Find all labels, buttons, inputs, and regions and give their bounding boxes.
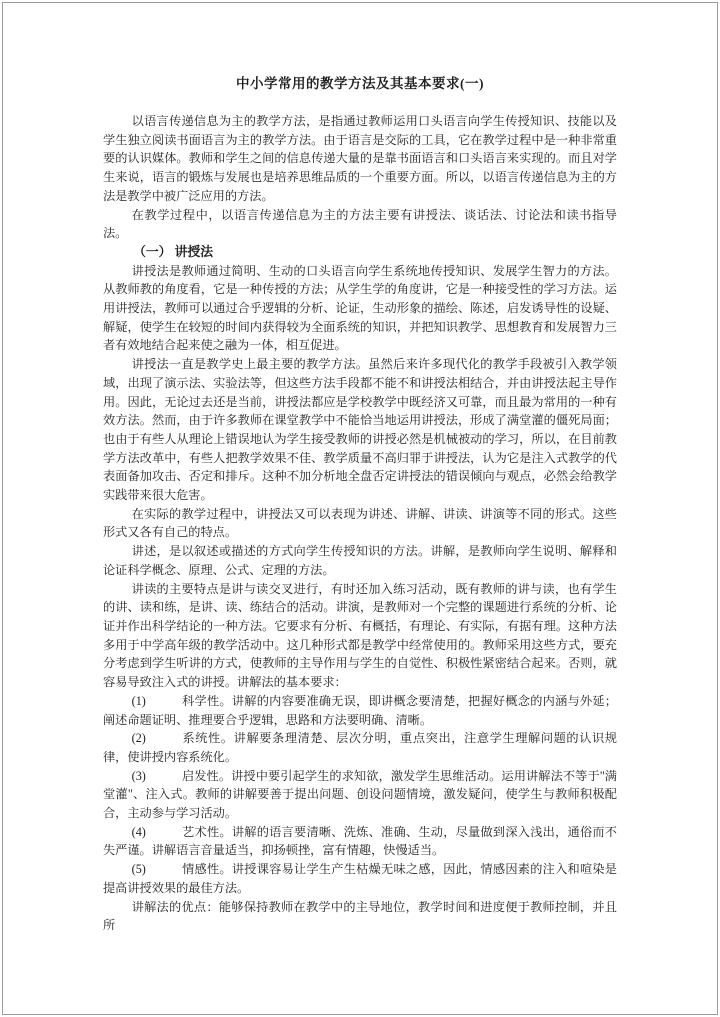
section-heading: （一） 讲授法 [133, 244, 214, 259]
item-number: (5) [131, 862, 146, 877]
body-paragraph: 讲读的主要特点是讲与读交叉进行，有时还加入练习活动，既有教师的讲与读，也有学生的讲、读和练，是讲、读、练结合的活动。讲演，是教师对一个完整的课题进行系统的分析、论证并作出科学结论的一种方法。它要求有分析、有概括，有理论、有实际，有据有理。这种方法多用于中学高年级的教学活动中。这几种形式都是教学中经常使用的。教师采用这些方式，要充分考虑到学生听讲的方式，使教师的主导作用与学生的自觉性、积极性紧密结合起来。否则，就容易导致注入式的讲授。讲解法的基本要求： [103, 581, 617, 690]
item-number: (4) [131, 824, 146, 839]
body-paragraph: 在实际的教学过程中，讲授法又可以表现为讲述、讲解、讲读、讲演等不同的形式。这些形式又各有自己的特点。 [103, 506, 617, 540]
paragraph-list [103, 112, 617, 935]
body-paragraph: 讲授法是教师通过简明、生动的口头语言向学生系统地传授知识、发展学生智力的方法。从教师教的角度看，它是一种传授的方法；从学生学的角度讲，它是一种接受性的学习方法。运用讲授法，教师可以通过合乎逻辑的分析、论证，生动形象的描绘、陈述，启发诱导性的设疑、解疑，使学生在较短的时间内获得较为全面系统的知识，并把知识教学、思想教育和发展智力三者有效地结合起来使之融为一体，相互促进。 [103, 263, 617, 353]
body-paragraph: 讲解法的优点：能够保持教师在教学中的主导地位，教学时间和进度便于教师控制，并且所 [103, 899, 617, 933]
numbered-item [103, 767, 617, 823]
numbered-item [103, 860, 617, 897]
document-title: 中小学常用的教学方法及其基本要求(一) [236, 76, 484, 91]
body-paragraph: 讲述，是以叙述或描述的方式向学生传授知识的方法。讲解，是教师向学生说明、解释和论证科学概念、原理、公式、定理的方法。 [103, 544, 617, 577]
item-text: 艺术性。讲解的语言要清晰、洗炼、准确、生动，尽量做到深入浅出，通俗而不失严谨。讲解语言音量适当，抑扬顿挫，富有情趣，快慢适当。 [103, 824, 617, 858]
body-paragraph: 以语言传递信息为主的教学方法，是指通过教师运用口头语言向学生传授知识、技能以及学生独立阅读书面语言为主的教学方法。由于语言是交际的工具，它在教学过程中是一种非常重要的认识媒体。教师和学生之间的信息传递大量的是靠书面语言和口头语言来实现的。而且对学生来说，语言的锻炼与发展也是培养思维品质的一个重要方面。所以，以语言传递信息为主的方法是教学中被广泛应用的方法。 [103, 114, 617, 203]
body-paragraph: 讲授法一直是教学史上最主要的教学方法。虽然后来许多现代化的教学手段被引入教学领域，出现了演示法、实验法等，但这些方法手段都不能不和讲授法相结合，并由讲授法起主导作用。因此，无论过去还是当前，讲授法都应是学校教学中既经济又可靠，而且最为常用的一种有效方法。然而，由于许多教师在课堂教学中不能恰当地运用讲授法，形成了满堂灌的僵死局面；也由于有些人从理论上错误地认为学生接受教师的讲授必然是机械被动的学习，所以，在目前教学方法改革中，有些人把教学效果不佳、教学质量不高归罪于讲授法，认为它是注入式教学的代表面备加攻击、否定和排斥。这种不加分析地全盘否定讲授法的错误倾向与观点，必然会给教学实践带来很大危害。 [103, 357, 617, 503]
item-text: 启发性。讲授中要引起学生的求知欲，激发学生思维活动。运用讲解法不等于"满堂灌"、注入式。教师的讲解要善于提出问题、创设问题情境，激发疑问，使学生与教师积极配合，主动参与学习活动。 [103, 768, 617, 821]
item-number: (2) [131, 731, 146, 746]
item-text: 系统性。讲解要条理清楚、层次分明，重点突出，注意学生理解问题的认识规律，使讲授内容系统化。 [103, 731, 617, 764]
item-number: (1) [131, 693, 146, 708]
item-text: 情感性。讲授课容易让学生产生枯燥无味之感，因此，情感因素的注入和喧染是提高讲授效果的最佳方法。 [103, 862, 617, 895]
numbered-item [103, 823, 617, 860]
document-content [103, 74, 617, 935]
numbered-item [103, 692, 617, 729]
item-text: 科学性。讲解的内容要准确无误，即讲概念要清楚，把握好概念的内涵与外延；阐述命题证明、推理要合乎逻辑，思路和方法要明确、清晰。 [103, 693, 617, 727]
body-paragraph: 在教学过程中，以语言传递信息为主的方法主要有讲授法、谈话法、讨论法和读书指导法。 [103, 207, 617, 241]
numbered-item [103, 729, 617, 766]
item-number: (3) [131, 768, 146, 783]
